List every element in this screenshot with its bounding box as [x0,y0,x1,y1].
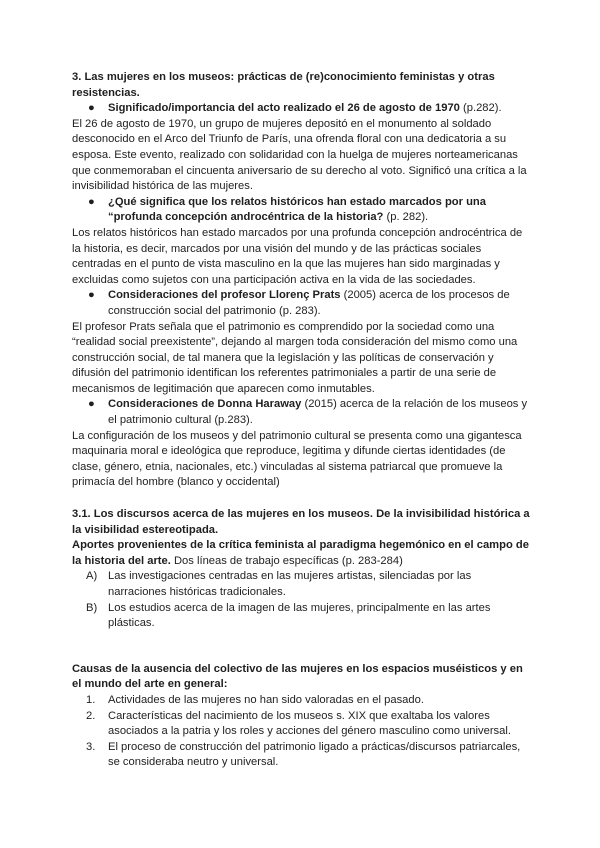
list-marker: 1. [86,693,96,706]
list-item-1 [72,693,532,709]
bullet-bold: Significado/importancia del acto realizado el 26 de agosto de 1970 [108,102,460,115]
bullet-rest: (p.282). [459,102,502,115]
bullet-dot: ● [88,195,95,208]
list-marker: 2. [86,709,96,722]
spacer [72,491,532,507]
bullet-bold: Consideraciones del profesor Llorenç Prats [108,289,341,302]
section-3-title: 3. Las mujeres en los museos: prácticas de (re)conocimiento feministas y otras resistencias. [72,71,495,99]
subtitle-rest: Dos líneas de trabajo específicas (p. 283-284) [170,554,403,567]
section-3-1-title: 3.1. Los discursos acerca de las mujeres en los museos. De la invisibilidad histórica a la visibilidad estereotipada. [72,508,530,536]
bullet-rest: (2015) acerca de la relación de los museos y el patrimonio cultural (p.283). [108,398,528,427]
list-text: Los estudios acerca de la imagen de las mujeres, principalmente en las artes plásticas. [108,601,491,630]
paragraph-acto-1970: El 26 de agosto de 1970, un grupo de mujeres depositó en el monumento al soldado desconocido en el Arco del Triunfo de París, una ofrenda floral con una dedicatoria a su esposa. Este evento, realizado con solidaridad con la huelga de mujeres norteamericanas que conmemoraban el cincuenta aniversario de su derecho al voto. Significó una crítica a la invisibilidad histórica de las mujeres. [72,117,527,193]
list-item-b [72,601,532,632]
spacer [72,648,532,662]
bullet-rest: (2005) acerca de los procesos de construcción social del patrimonio (p. 283). [108,289,510,317]
causes-title: Causas de la ausencia del colectivo de las mujeres en los espacios muséisticos y en el mundo del arte en general: [72,662,523,691]
document-page [72,70,532,771]
list-marker: A) [86,570,98,583]
list-marker: B) [86,601,98,614]
paragraph-prats: El profesor Prats señala que el patrimonio es comprendido por la sociedad como una “realidad social preexistente”, dejando al margen toda consideración del mismo como una construcción social, de tal manera que la legislación y las políticas de conservación y difusión del patrimonio identifican los referentes patrimoniales a partir de una serie de mecanismos de legitimación que aparecen como inmutables. [72,320,518,395]
bullet-dot: ● [88,398,95,411]
bullet-bold: Consideraciones de Donna Haraway [108,398,302,411]
bullet-bold: ¿Qué significa que los relatos históricos han estado marcados por una “profunda concepción androcéntrica de la historia? [108,195,486,224]
bullet-haraway [72,397,532,428]
bullet-dot: ● [88,102,95,115]
bullet-relatos-historicos [72,195,532,226]
bullet-prats [72,288,532,319]
list-text: Las investigaciones centradas en las mujeres artistas, silenciadas por las narraciones históricas tradicionales. [108,570,472,598]
list-item-2 [72,709,532,740]
list-text: El proceso de construcción del patrimonio ligado a prácticas/discursos patriarcales, se consideraba neutro y universal. [108,740,521,769]
section-3-1-subtitle [72,538,532,569]
list-marker: 3. [86,740,96,753]
bullet-acto-1970 [72,101,532,117]
list-text: Características del nacimiento de los museos s. XIX que exaltaba los valores asociados a la patria y los roles y acciones del género masculino como universal. [108,709,511,738]
list-item-a [72,569,532,600]
list-item-3 [72,740,532,771]
paragraph-relatos-historicos: Los relatos históricos han estado marcados por una profunda concepción androcéntrica de la historia, es decir, marcados por una visión del mundo y de las prácticas sociales centradas en el punto de vista masculino en la que las mujeres han sido marginadas y excluidas como sujetos con una participación activa en la vida de las sociedades. [72,226,523,286]
paragraph-haraway: La configuración de los museos y del patrimonio cultural se presenta como una gigantesca maquinaria moral e ideológica que reproduce, legitima y difunde ciertas identidades (de clase, género, etnia, nacionales, etc.) vinculadas al sistema patriarcal que promueve la primacía del hombre (blanco y occidental) [72,429,522,489]
bullet-rest: (p. 282). [383,211,429,224]
list-text: Actividades de las mujeres no han sido valoradas en el pasado. [108,693,424,706]
bullet-dot: ● [88,289,95,302]
spacer [72,632,532,648]
subtitle-bold: Aportes provenientes de la crítica feminista al paradigma hegemónico en el campo de la historia del arte. [72,539,529,567]
